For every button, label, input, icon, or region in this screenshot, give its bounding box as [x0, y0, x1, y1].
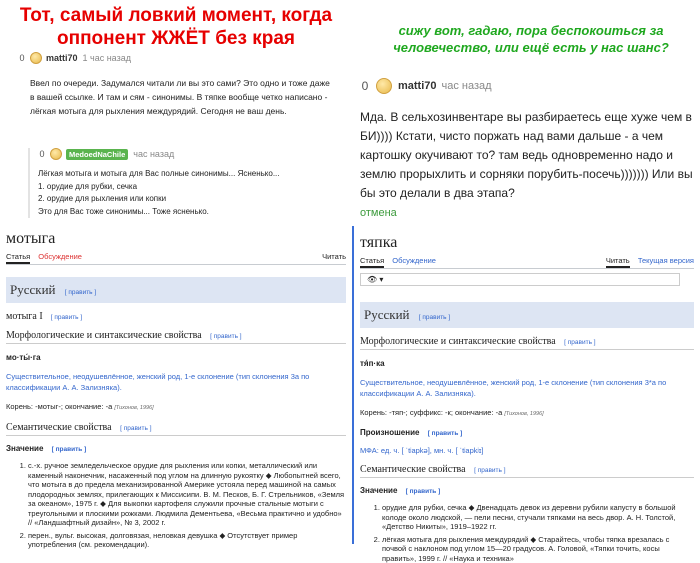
meaning-heading	[360, 486, 694, 495]
morphology-line: Существительное, неодушевлённое, женский род, 1-е склонение (тип склонения 3a по классификации А. А. Зализняка).	[6, 371, 346, 393]
comment-line: Это для Вас тоже синонимы... Тоже ясненько.	[38, 206, 344, 219]
timestamp: 1 час назад	[83, 53, 131, 63]
section-semantics	[360, 464, 694, 478]
syllables: тя́п·ка	[360, 358, 694, 369]
pronunciation-heading	[360, 428, 694, 437]
edit-link[interactable]: [ править ]	[65, 289, 96, 296]
section-title: Семантические свойства	[360, 464, 466, 475]
edit-link[interactable]: [ править ]	[419, 314, 450, 321]
definition-item: 1. орудие для рубки, сечка ◆ Двенадцать девок из деревни рубили капусту в большой колоде около людской, — пели песни, стучали тяпками на весь двор. А. Н. Толстой, «Детство Никиты», 1919–1922 гг.	[382, 503, 694, 532]
comment-medoed-reply	[28, 148, 344, 218]
avatar[interactable]	[376, 78, 392, 94]
caption-right: сижу вот, гадаю, пора беспокоиться за человечество, или ещё есть у нас шанс?	[368, 22, 694, 56]
avatar[interactable]	[30, 52, 42, 64]
section-morphology	[6, 330, 346, 344]
tab-read[interactable]: Читать	[606, 256, 630, 268]
pronunciation-title: Произношение	[360, 428, 419, 437]
username[interactable]: matti70	[46, 53, 78, 63]
wiki-tabs	[6, 252, 346, 265]
root-line	[360, 407, 694, 420]
language-header	[6, 277, 346, 303]
timestamp: час назад	[133, 149, 174, 159]
comment-matti70-left	[18, 52, 344, 118]
page-title: мотыга	[6, 230, 346, 248]
root-text: Корень: -мотыг-; окончание: -а	[6, 402, 112, 411]
syllables: мо·ты́·га	[6, 352, 346, 363]
tab-discussion[interactable]: Обсуждение	[38, 252, 82, 261]
wiki-panel-motyga	[0, 226, 352, 544]
meaning-title: Значение	[360, 486, 397, 495]
wiki-panel-tyapka	[354, 230, 700, 544]
edit-link[interactable]: [ править ]	[406, 488, 441, 495]
definition-list	[360, 503, 694, 563]
language-header	[360, 302, 694, 328]
tab-version[interactable]: Текущая версия	[638, 256, 694, 265]
comment-line: 1. орудие для рубки, сечка	[38, 181, 344, 194]
caption-left: Тот, самый ловкий момент, когда оппонент ЖЖЁТ без края	[6, 4, 346, 50]
morphology-line: Существительное, неодушевлённое, женский род, 1-е склонение (тип склонения 3*a по классификации А. А. Зализняка).	[360, 377, 694, 399]
definition-item: 1. с.-х. ручное земледельческое орудие для рыхления или копки, металлический или каменный наконечник, насаженный под углом на длинную рукоятку ◆ Любопытней всего, что мотыга в до предела механизированной Америке устояла перед машиной на самых плодородных землях, прилегающих к Миссисипи. В. М. Песков, Б. Г. Стрельников, «Земля за океаном», 1975 г. ◆ Для выкопки картофеля служили прочные стальные мотыги с треугольными и плоскими рожками. Людмила Дементьева, «Весьма практично и удобно» // «Ландшафтный дизайн», № 3, 2002 г.	[28, 461, 346, 528]
root-text: Корень: -тяп-; суффикс: -к; окончание: -а	[360, 408, 502, 417]
ipa-line: МФА: ед. ч. [ ˈtʲapkə], мн. ч. [ ˈtʲapkʲɪ]	[360, 445, 694, 456]
vote-count[interactable]: 0	[38, 149, 46, 159]
page-title: тяпка	[360, 234, 694, 252]
language-name: Русский	[10, 282, 56, 297]
root-line	[6, 401, 346, 414]
cancel-link[interactable]: отмена	[360, 207, 696, 219]
section-title: Морфологические и синтаксические свойства	[360, 336, 556, 347]
comment-matti70-right	[360, 78, 696, 219]
edit-link[interactable]: [ править ]	[564, 339, 595, 346]
edit-link[interactable]: [ править ]	[474, 467, 505, 474]
comment-line: 2. орудие для рыхления или копки	[38, 193, 344, 206]
tab-article[interactable]: Статья	[360, 256, 384, 268]
meaning-title: Значение	[6, 444, 43, 453]
edit-link[interactable]: [ править ]	[120, 425, 151, 432]
comment-header	[38, 148, 344, 160]
reference[interactable]: [Тихонов, 1996]	[504, 411, 543, 417]
vote-count[interactable]: 0	[18, 53, 26, 63]
visibility-dropdown[interactable]: 👁 ▾	[360, 273, 680, 286]
subtitle-row	[6, 311, 346, 322]
section-semantics	[6, 422, 346, 436]
comment-text: Ввел по очереди. Задумался читали ли вы это сами? Это одно и тоже даже в вашей ссылке. И там и сям - синонимы. В тяпке вообще четко написано - лёгкая мотыга для рыхления междурядий. Сегодня не ваш день.	[30, 76, 330, 118]
edit-link[interactable]: [ править ]	[210, 333, 241, 340]
wiki-tabs	[360, 256, 694, 269]
reference[interactable]: [Тихонов, 1996]	[114, 405, 153, 411]
section-morphology	[360, 336, 694, 350]
definition-item: 2. перен., вульг. высокая, долговязая, неловкая девушка ◆ Отсутствует пример употребления (см. рекомендации).	[28, 531, 346, 550]
edit-link[interactable]: [ править ]	[428, 430, 463, 437]
tab-article[interactable]: Статья	[6, 252, 30, 264]
section-title: Семантические свойства	[6, 422, 112, 433]
vote-count[interactable]: 0	[360, 79, 370, 93]
avatar[interactable]	[50, 148, 62, 160]
username[interactable]: matti70	[398, 80, 437, 92]
comment-header	[360, 78, 696, 94]
edit-link[interactable]: [ править ]	[51, 314, 82, 321]
tab-read[interactable]: Читать	[322, 252, 346, 261]
language-name: Русский	[364, 307, 410, 322]
edit-link[interactable]: [ править ]	[52, 446, 87, 453]
comment-line: Лёгкая мотыга и мотыга для Вас полные синонимы... Ясненько...	[38, 168, 344, 181]
username-badge[interactable]: MedoedNaChile	[66, 149, 128, 160]
comment-text	[38, 168, 344, 218]
section-title: Морфологические и синтаксические свойства	[6, 330, 202, 341]
subtitle: мотыга I	[6, 311, 43, 324]
definition-list	[6, 461, 346, 550]
tab-discussion[interactable]: Обсуждение	[392, 256, 436, 265]
definition-item: 2. лёгкая мотыга для рыхления междурядий ◆ Старайтесь, чтобы тяпка врезалась с почвой с наклоном под углом 15—20 градусов. А. Головой, «Тяпки точить, косы править», 1999 г. // «Наука и техника»	[382, 535, 694, 563]
comment-text: Мда. В сельхозинвентаре вы разбираетесь еще хуже чем в БИ)))) Кстати, чисто поржать над вами дальше - а чем картошку окучивают то? там ведь одновременно надо и землю прорыхлить и сорняки порубить-посечь))))))) Или вы бы это делали в два этапа?	[360, 108, 696, 203]
timestamp: час назад	[442, 80, 492, 92]
meaning-heading	[6, 444, 346, 453]
comment-header	[18, 52, 344, 64]
